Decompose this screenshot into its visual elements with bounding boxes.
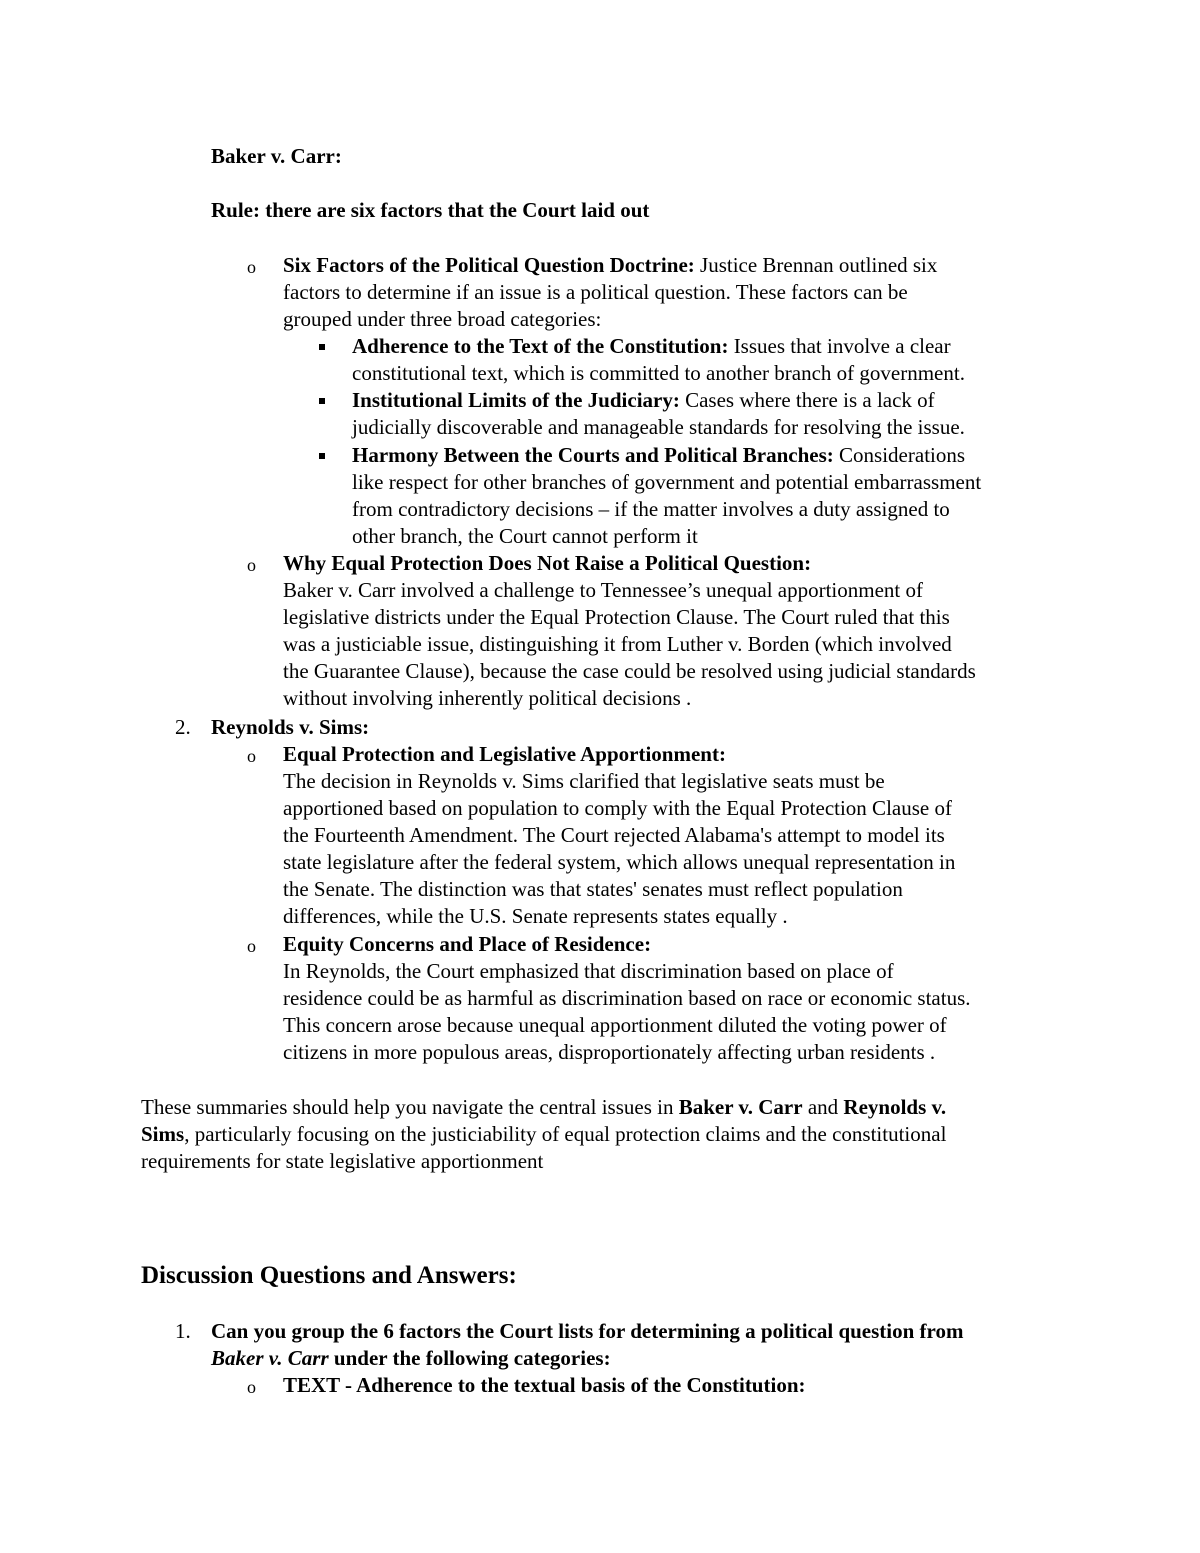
category-harmony-line1 bbox=[352, 442, 965, 469]
square-bullet-icon bbox=[319, 398, 325, 404]
category-harmony-title: Harmony Between the Courts and Political Branches: bbox=[352, 443, 834, 467]
apportionment-line5: the Senate. The distinction was that states' senates must reflect population bbox=[283, 877, 903, 901]
equal-protection-line1: Baker v. Carr involved a challenge to Tennessee’s unequal apportionment of bbox=[283, 578, 923, 602]
summary-line3: requirements for state legislative apportionment bbox=[141, 1149, 544, 1173]
category-judiciary-rest: Cases where there is a lack of bbox=[679, 388, 935, 412]
circle-bullet-icon: o bbox=[247, 936, 256, 956]
question1-line2 bbox=[211, 1345, 611, 1372]
circle-bullet-icon: o bbox=[247, 1377, 256, 1397]
discussion-title: Discussion Questions and Answers: bbox=[141, 1262, 517, 1289]
rule-statement: Rule: there are six factors that the Court laid out bbox=[211, 198, 650, 222]
summary-case-reynolds: Reynolds v. bbox=[843, 1095, 947, 1119]
equal-protection-line3: was a justiciable issue, distinguishing it from Luther v. Borden (which involved bbox=[283, 632, 952, 656]
list-number: 1. bbox=[175, 1319, 191, 1343]
six-factors-line3: grouped under three broad categories: bbox=[283, 307, 602, 331]
equity-title: Equity Concerns and Place of Residence: bbox=[283, 932, 652, 956]
summary-case-sims: Sims bbox=[141, 1122, 185, 1146]
baker-heading: Baker v. Carr: bbox=[211, 144, 342, 168]
summary-text: and bbox=[802, 1095, 844, 1119]
square-bullet-icon bbox=[319, 453, 325, 459]
category-text-line2: constitutional text, which is committed to another branch of government. bbox=[352, 361, 965, 385]
summary-text: , particularly focusing on the justiciability of equal protection claims and the constitutional bbox=[184, 1122, 947, 1146]
apportionment-title: Equal Protection and Legislative Apportionment: bbox=[283, 742, 726, 766]
category-judiciary-line1 bbox=[352, 387, 935, 414]
category-harmony-line2: like respect for other branches of government and potential embarrassment bbox=[352, 470, 982, 494]
question1-line1: Can you group the 6 factors the Court lists for determining a political question from bbox=[211, 1319, 964, 1343]
question1-text: under the following categories: bbox=[328, 1346, 611, 1370]
equity-line4: citizens in more populous areas, disproportionately affecting urban residents . bbox=[283, 1040, 936, 1064]
summary-case-baker: Baker v. Carr bbox=[678, 1095, 803, 1119]
summary-line1 bbox=[141, 1094, 946, 1121]
equity-line3: This concern arose because unequal apportionment diluted the voting power of bbox=[283, 1013, 947, 1037]
six-factors-line1 bbox=[283, 252, 937, 279]
equal-protection-line2: legislative districts under the Equal Protection Clause. The Court ruled that this bbox=[283, 605, 950, 629]
equal-protection-line5: without involving inherently political decisions . bbox=[283, 686, 692, 710]
category-text-title: Adherence to the Text of the Constitution: bbox=[352, 334, 729, 358]
reynolds-heading: Reynolds v. Sims: bbox=[211, 715, 370, 739]
six-factors-line2: factors to determine if an issue is a political question. These factors can be bbox=[283, 280, 908, 304]
summary-line2 bbox=[141, 1121, 946, 1148]
circle-bullet-icon: o bbox=[247, 257, 256, 277]
category-judiciary-line2: judicially discoverable and manageable standards for resolving the issue. bbox=[352, 415, 965, 439]
circle-bullet-icon: o bbox=[247, 746, 256, 766]
apportionment-line4: state legislature after the federal system, which allows unequal representation in bbox=[283, 850, 956, 874]
apportionment-line2: apportioned based on population to comply with the Equal Protection Clause of bbox=[283, 796, 952, 820]
six-factors-title: Six Factors of the Political Question Doctrine: bbox=[283, 253, 695, 277]
summary-text: These summaries should help you navigate the central issues in bbox=[141, 1095, 679, 1119]
question1-subitem-text: TEXT - Adherence to the textual basis of the Constitution: bbox=[283, 1373, 806, 1397]
apportionment-line6: differences, while the U.S. Senate represents states equally . bbox=[283, 904, 788, 928]
square-bullet-icon bbox=[319, 344, 325, 350]
category-judiciary-title: Institutional Limits of the Judiciary: bbox=[352, 388, 680, 412]
category-text-line1 bbox=[352, 333, 951, 360]
circle-bullet-icon: o bbox=[247, 555, 256, 575]
equal-protection-title: Why Equal Protection Does Not Raise a Political Question: bbox=[283, 551, 812, 575]
question1-case-name: Baker v. Carr bbox=[211, 1346, 329, 1370]
six-factors-text: Justice Brennan outlined six bbox=[694, 253, 938, 277]
list-number: 2. bbox=[175, 715, 191, 739]
category-text-rest: Issues that involve a clear bbox=[728, 334, 951, 358]
apportionment-line3: the Fourteenth Amendment. The Court rejected Alabama's attempt to model its bbox=[283, 823, 945, 847]
equity-line1: In Reynolds, the Court emphasized that discrimination based on place of bbox=[283, 959, 894, 983]
equity-line2: residence could be as harmful as discrimination based on race or economic status. bbox=[283, 986, 971, 1010]
equal-protection-line4: the Guarantee Clause), because the case could be resolved using judicial standards bbox=[283, 659, 976, 683]
category-harmony-line4: other branch, the Court cannot perform it bbox=[352, 524, 698, 548]
category-harmony-line3: from contradictory decisions – if the matter involves a duty assigned to bbox=[352, 497, 950, 521]
apportionment-line1: The decision in Reynolds v. Sims clarified that legislative seats must be bbox=[283, 769, 885, 793]
category-harmony-rest: Considerations bbox=[833, 443, 966, 467]
